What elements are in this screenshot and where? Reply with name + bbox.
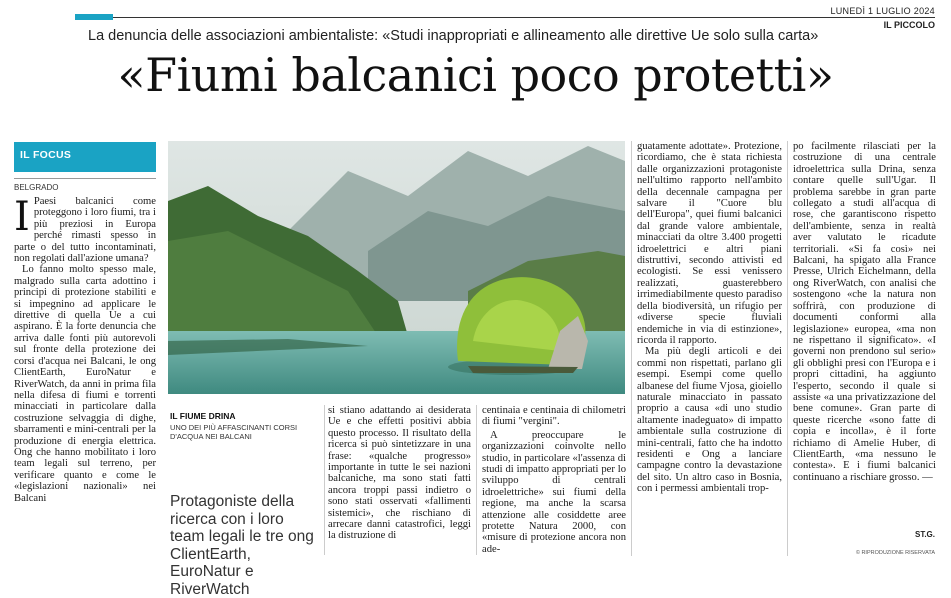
lead-paragraph: I Paesi balcanici come proteggono i loro fiumi, tra i più preziosi in Europa perché rimasti spesso in parte o del tutto incontaminati, non regolati dall'azione umana? bbox=[14, 194, 156, 265]
paragraph: Ma più degli articoli e dei commi non rispettati, parlano gli esempi. Esempi come quello albanese del fiume Vjosa, gioiello naturale minacciato in passato proprio a causa «di uno studio altamente inadeguato» di impatto ambientale sulla costruzione di mini-centrali, fatto che ha indotto residenti e Ong a lanciare campagne contro la devastazione del sito. Un altro caso in Bosnia, con i permessi ambientali trop- bbox=[637, 346, 782, 495]
article-column-1 bbox=[14, 196, 156, 504]
top-rule bbox=[75, 17, 935, 18]
author-signature: ST.G. bbox=[914, 530, 935, 539]
paragraph: A preoccupare le organizzazioni coinvolte nello studio, in particolare «l'assenza di studi di impatto appropriati per lo sviluppo di centrali idroelettriche» sui fiumi della regione, ma anche la scarsa attenzione alle cosiddette aree protette Natura 2000, con «misure di protezione ancora non ade- bbox=[482, 429, 626, 555]
article-headline: «Fiumi balcanici poco protetti» bbox=[117, 48, 834, 102]
column-divider bbox=[324, 405, 325, 555]
article-column-5 bbox=[793, 141, 936, 483]
section-divider bbox=[14, 178, 156, 179]
article-column-3 bbox=[482, 405, 626, 555]
paragraph: guatamente adottate». Protezione, ricordiamo, che è stata richiesta dalle organizzazioni protagoniste nell'ultimo rapporto nell'ambito della decennale campagna per salvare il "Cuore blu dell'Europa", quei fiumi balcanici dal grande valore ambientale, minacciati da oltre 3.400 progetti idroelettrici e altri piani distruttivi, secondo attivisti ed ecologisti. Se essi venissero realizzati, guasterebbero irrimediabilmente questo paradiso della biodiversità, un rifugio per «diverse specie fluviali endemiche in via di estinzione», ricorda il rapporto. bbox=[637, 141, 782, 346]
photo-caption: UNO DEI PIÙ AFFASCINANTI CORSI D'ACQUA NEI BALCANI bbox=[170, 423, 298, 441]
page-date: LUNEDÌ 1 LUGLIO 2024 bbox=[830, 6, 935, 16]
article-kicker: La denuncia delle associazioni ambientaliste: «Studi inappropriati e allineamento alle direttive Ue solo sulla carta» bbox=[88, 28, 819, 44]
dateline: BELGRADO bbox=[14, 183, 59, 192]
pull-quote: Protagoniste della ricerca con i loro team legali le tre ong ClientEarth, EuroNatur e RiverWatch bbox=[170, 493, 314, 598]
copyright-notice: © RIPRODUZIONE RISERVATA bbox=[855, 550, 935, 556]
paragraph: po facilmente rilasciati per la costruzione di una centrale idroelettrica sulla Drina, senza contare quelle sull'Ugar. Il problema sarebbe in gran parte collegato a studi all'acqua di rose, che garantiscono rispetto dell'ambiente, senza in realtà aver valutato le ricadute territoriali. «Si fa così» nei Balcani, ha spigato alla France Presse, Ulrich Eichelmann, della ong RiverWatch, con analisi che sostengono «che la natura non soffrirà, con produzione di documenti conformi alla legislazione» europea, «ma non ne rispettano il significato». «I governi non prendono sul serio» gli obblighi presi con l'Europa e i propri cittadini, ha aggiunto l'esperto, secondo il quale si assiste «a una privatizzazione del bene comune». Gran parte di queste ricerche «sono fatte di copia e incolla», è il forte richiamo di Amelie Huber, di ClientEarth, «ma nessuno le contesta». E i fiumi balcanici continuano a rischiare grosso. — bbox=[793, 141, 936, 483]
paragraph: si stiano adattando ai desiderata Ue e che effetti positivi abbia questo processo. Il risultato della ricerca si può sintetizzare in una frase: «qualche progresso» importante in tutte le sei nazioni balcaniche, ma sono stati fatti ancora troppi passi indietro o sono stati osservati «fallimenti sistemici», che rischiano di arrecare danni catastrofici, leggi la distruzione di bbox=[328, 405, 471, 542]
article-column-4 bbox=[637, 141, 782, 495]
column-divider bbox=[631, 141, 632, 556]
paragraph: Lo fanno molto spesso male, malgrado sulla carta adottino i principi di protezione stabiliti e si impegnino ad applicare le direttive di quella Ue a cui aspirano. È la forte denuncia che arriva dalle fonti più autorevoli sul fronte della protezione dei corsi d'acqua nei Balcani, le ong ClientEarth, EuroNatur e RiverWatch, da anni in prima fila nella difesa di fiumi e torrenti minacciati in particolare dalla costruzione selvaggia di dighe, sbarramenti e mini-centrali per la produzione di energia elettrica. Ong che hanno mobilitato i loro team legali sul terreno, per verificare quanto e come le «legislazioni nazionali» nei Balcani bbox=[14, 264, 156, 504]
column-divider bbox=[476, 405, 477, 555]
drop-cap: I bbox=[14, 194, 30, 240]
photo-caption-title: IL FIUME DRINA bbox=[170, 411, 236, 421]
newspaper-name: IL PICCOLO bbox=[883, 20, 935, 30]
river-photo bbox=[168, 141, 625, 394]
column-divider bbox=[787, 141, 788, 556]
accent-bar bbox=[75, 14, 113, 20]
article-column-2 bbox=[328, 405, 471, 542]
paragraph: centinaia e centinaia di chilometri di fiumi "vergini". bbox=[482, 405, 626, 428]
section-label-box bbox=[14, 142, 156, 172]
section-label: IL FOCUS bbox=[20, 149, 72, 161]
